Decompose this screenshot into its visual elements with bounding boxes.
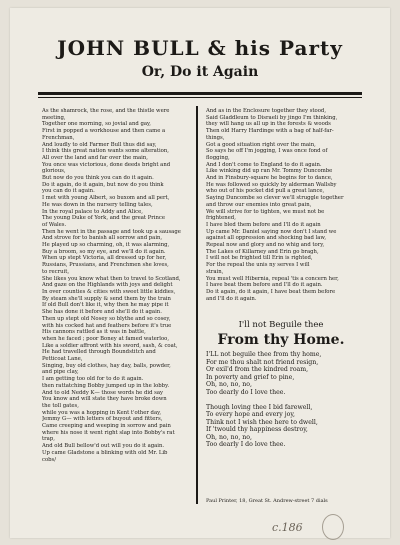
verse-line: For the repeal the unis ny serves I will xyxy=(206,262,310,269)
column-divider xyxy=(196,106,198,504)
verse-line: Too dearly do I love thee. xyxy=(206,388,286,396)
verse-line: Like winking did up ran Mr. Tommy Duncombe xyxy=(206,168,333,175)
second-song-verses xyxy=(206,351,358,499)
verse-line: His cannons rattled as it was in battle, xyxy=(42,329,146,336)
verse-line: cobs/ xyxy=(42,456,57,463)
verse-line: glorious, xyxy=(42,168,66,175)
verse-line: He played up so charming, oh, it was alarming, xyxy=(42,242,170,249)
verse-line: strain, xyxy=(206,268,224,275)
verse-line: Up came Gladstone a blinking with old Mr. Lib xyxy=(42,449,168,456)
verse-line: If old Bull don't like it, why then he may pipe it xyxy=(42,302,169,309)
verse-line: Up came Mr. Daniel saying now don't I stand we xyxy=(206,228,337,235)
verse-line: Saying Duncombe so clever we'll struggle together xyxy=(206,195,344,202)
verse-line: When up stept Victoria, all dressed up for her, xyxy=(42,255,167,262)
verse-line: Singing, buy old clothes, hay day, balls, powder, xyxy=(42,362,171,369)
verse-line: And strove for to banish all sorrow and pain, xyxy=(42,235,163,242)
verse-line: You once was victorious, done deeds bright and xyxy=(42,161,171,168)
verse-line: you can do it again. xyxy=(42,188,95,195)
verse-line: Got a good situation right over the main, xyxy=(206,141,316,148)
verse-line: I'LL not beguile thee from thy home, xyxy=(206,351,322,358)
verse-line: the toll gates, xyxy=(42,402,79,409)
verse-line: I will not be frighted till Erin is righted, xyxy=(206,255,313,262)
verse-line: If 'twould thy happiness destroy, xyxy=(206,426,308,433)
verse-line: The young Duke of York, and the great Prince xyxy=(42,215,166,222)
verse-line: Then he went in the passage and took up a sausage xyxy=(42,228,181,235)
verse-line: The Lakes of Killarney and Erin go bragh, xyxy=(206,248,319,255)
verse-line: Do it again, do it again, but now do you think xyxy=(42,181,164,188)
verse-line: I am getting too old for to do it again. xyxy=(42,376,144,383)
verse-line: You must well Hibernia, repeal 'tis a concern her, xyxy=(206,275,339,282)
verse-line: To every hope and every joy, xyxy=(206,411,296,418)
verse-line: By steam she'll supply & send them by the train xyxy=(42,295,171,302)
verse-line: Russians, Prussians, and Frenchmen she loves, xyxy=(42,262,169,269)
verse-line: As the shamrock, the rose, and the thistle were xyxy=(42,108,170,114)
verse-line: Said Gladdleum to Disraeli by jingo I'm thinking, xyxy=(206,114,338,121)
handwritten-date-note: c.186 xyxy=(272,521,303,534)
second-song-title: I'll not Beguile thee xyxy=(238,320,324,330)
verse-line: And I don't come to England to do it again. xyxy=(206,161,322,168)
verse-line: flogging, xyxy=(206,154,230,161)
verse-line: against all oppression and shocking bad law, xyxy=(206,235,327,242)
verse-line: who out of his pocket did pull a great lance, xyxy=(206,188,325,195)
printer-imprint: Paul Printer, 18, Great St. Andrew-street 7 dials xyxy=(206,498,328,504)
verse-line: with his cocked hat and feathers before it's true xyxy=(42,322,172,329)
verse-line: Do it again, do it again, I have beat them before xyxy=(206,288,336,295)
verse-line: In over counties & cities with sweet little kiddies, xyxy=(42,288,176,295)
verse-line: Or exil'd from the kindred roam, xyxy=(206,366,309,373)
verse-line: to recruit, xyxy=(42,268,70,275)
verse-line: We will strive for to tighten, we must not be xyxy=(206,208,325,215)
verse-line: And old Bull bellow'd out will you do it again. xyxy=(42,443,165,450)
verse-line: while you was a hopping in Kent t'other day, xyxy=(42,409,162,416)
verse-line: And as in the Enclosure together they stood, xyxy=(206,108,327,114)
verse-line: they will hang us all up in the forests & woods xyxy=(206,121,331,128)
verse-line: I think this great nation wants some alteration, xyxy=(42,148,169,155)
verse-line: Too dearly I do love thee. xyxy=(206,441,286,448)
song-right-column xyxy=(206,108,356,318)
verse-line: And to old Neddy K— those words he did say xyxy=(42,389,164,396)
verse-line: First in popped a workhouse and then came a xyxy=(42,128,166,135)
library-stamp-icon xyxy=(322,514,344,540)
verse-line: I have beat them before and I'll do it again. xyxy=(206,282,323,289)
verse-line: trap, xyxy=(42,436,55,443)
verse-line: where his nose it went right slap into Bobby's rat xyxy=(42,429,175,436)
page-subtitle: Or, Do it Again xyxy=(141,64,259,80)
verse-line: Like a soldier affront with his sword, sash, & coat, xyxy=(42,342,178,349)
verse-line: Think not I wish thee here to dwell, xyxy=(206,418,318,426)
broadside-sheet xyxy=(10,8,390,538)
verse-line: Came creeping and weeping in sorrow and pain xyxy=(42,423,171,430)
verse-line: You know and will state they have broke down xyxy=(42,396,167,403)
verse-line: And in Finsbury-square he begins for to dance, xyxy=(206,175,333,182)
verse-line: For me thou shalt not friend resign, xyxy=(206,358,319,366)
verse-line: Frenchman, xyxy=(42,134,75,141)
verse-line: Oh, no, no, no, xyxy=(206,381,252,388)
verse-line: I have bled them before and I'll do it again xyxy=(206,221,321,228)
verse-line: and throw our enemies into great pain, xyxy=(206,201,312,208)
verse-line: meeting, xyxy=(42,114,66,121)
verse-line: frightened, xyxy=(206,215,236,222)
second-song-heading: From thy Home. xyxy=(217,332,345,348)
title-rule-thin xyxy=(38,97,362,98)
verse-line: Buy a broom, so my eye, and we'll do it again. xyxy=(42,248,166,255)
verse-line: He was down in the nursery telling tales, xyxy=(42,201,153,208)
verse-line: She has done it before and she'll do it again. xyxy=(42,309,162,316)
verse-line: And loudly to old Farmer Bull thus did say, xyxy=(42,141,157,148)
verse-line: And gaze on the Highlands with joys and delight xyxy=(42,282,173,289)
verse-line: But now do you think you can do it again. xyxy=(42,175,154,182)
verse-line: He was followed so quickly by alderman Wallsby xyxy=(206,181,337,188)
song-left-column xyxy=(42,108,192,508)
verse-line: of Wales. xyxy=(42,221,67,228)
verse-line: He had travelled through Boundstitch and xyxy=(42,349,156,356)
verse-line: Though loving thee I bid farewell, xyxy=(206,403,313,411)
verse-line: Then up stept old Nosey so blythe and so cosey, xyxy=(42,315,171,322)
verse-line: She likes you know what then to travel to Scotland, xyxy=(42,275,181,282)
verse-line: when he faced ; poor Boney at famed waterloo, xyxy=(42,335,170,342)
verse-line: Oh, no, no, no, xyxy=(206,433,252,441)
verse-line: and I'll do it again. xyxy=(206,295,257,302)
verse-line: In the royal palace to Addy and Alice, xyxy=(42,208,143,215)
verse-line: So says he off I'm jogging, I was once fond of xyxy=(206,148,328,155)
verse-line: Together one morning, so jovial and gay, xyxy=(42,121,151,128)
title-rule-thick xyxy=(38,92,362,95)
verse-line: things, xyxy=(206,134,225,141)
verse-line: Petticoat Lane, xyxy=(42,356,83,363)
verse-line: and pipe clay, xyxy=(42,369,79,376)
verse-line: Jemmy G— with letters of buyout and fitters, xyxy=(42,416,163,423)
page-title: JOHN BULL & his Party xyxy=(57,36,343,60)
verse-line: Then old Harry Hardinge with a bag of half-far- xyxy=(206,128,334,135)
verse-line: then rattatching Bobby jumped up in the lobby. xyxy=(42,382,170,389)
verse-line: In poverty and grief to pine, xyxy=(206,373,295,381)
verse-line: All over the land and far over the main, xyxy=(42,154,148,161)
verse-line: Repeal now and glory and no whig and tory, xyxy=(206,242,325,249)
verse-line xyxy=(206,396,358,404)
verse-line: I met with young Albert, so buxom and all pert, xyxy=(42,195,170,202)
